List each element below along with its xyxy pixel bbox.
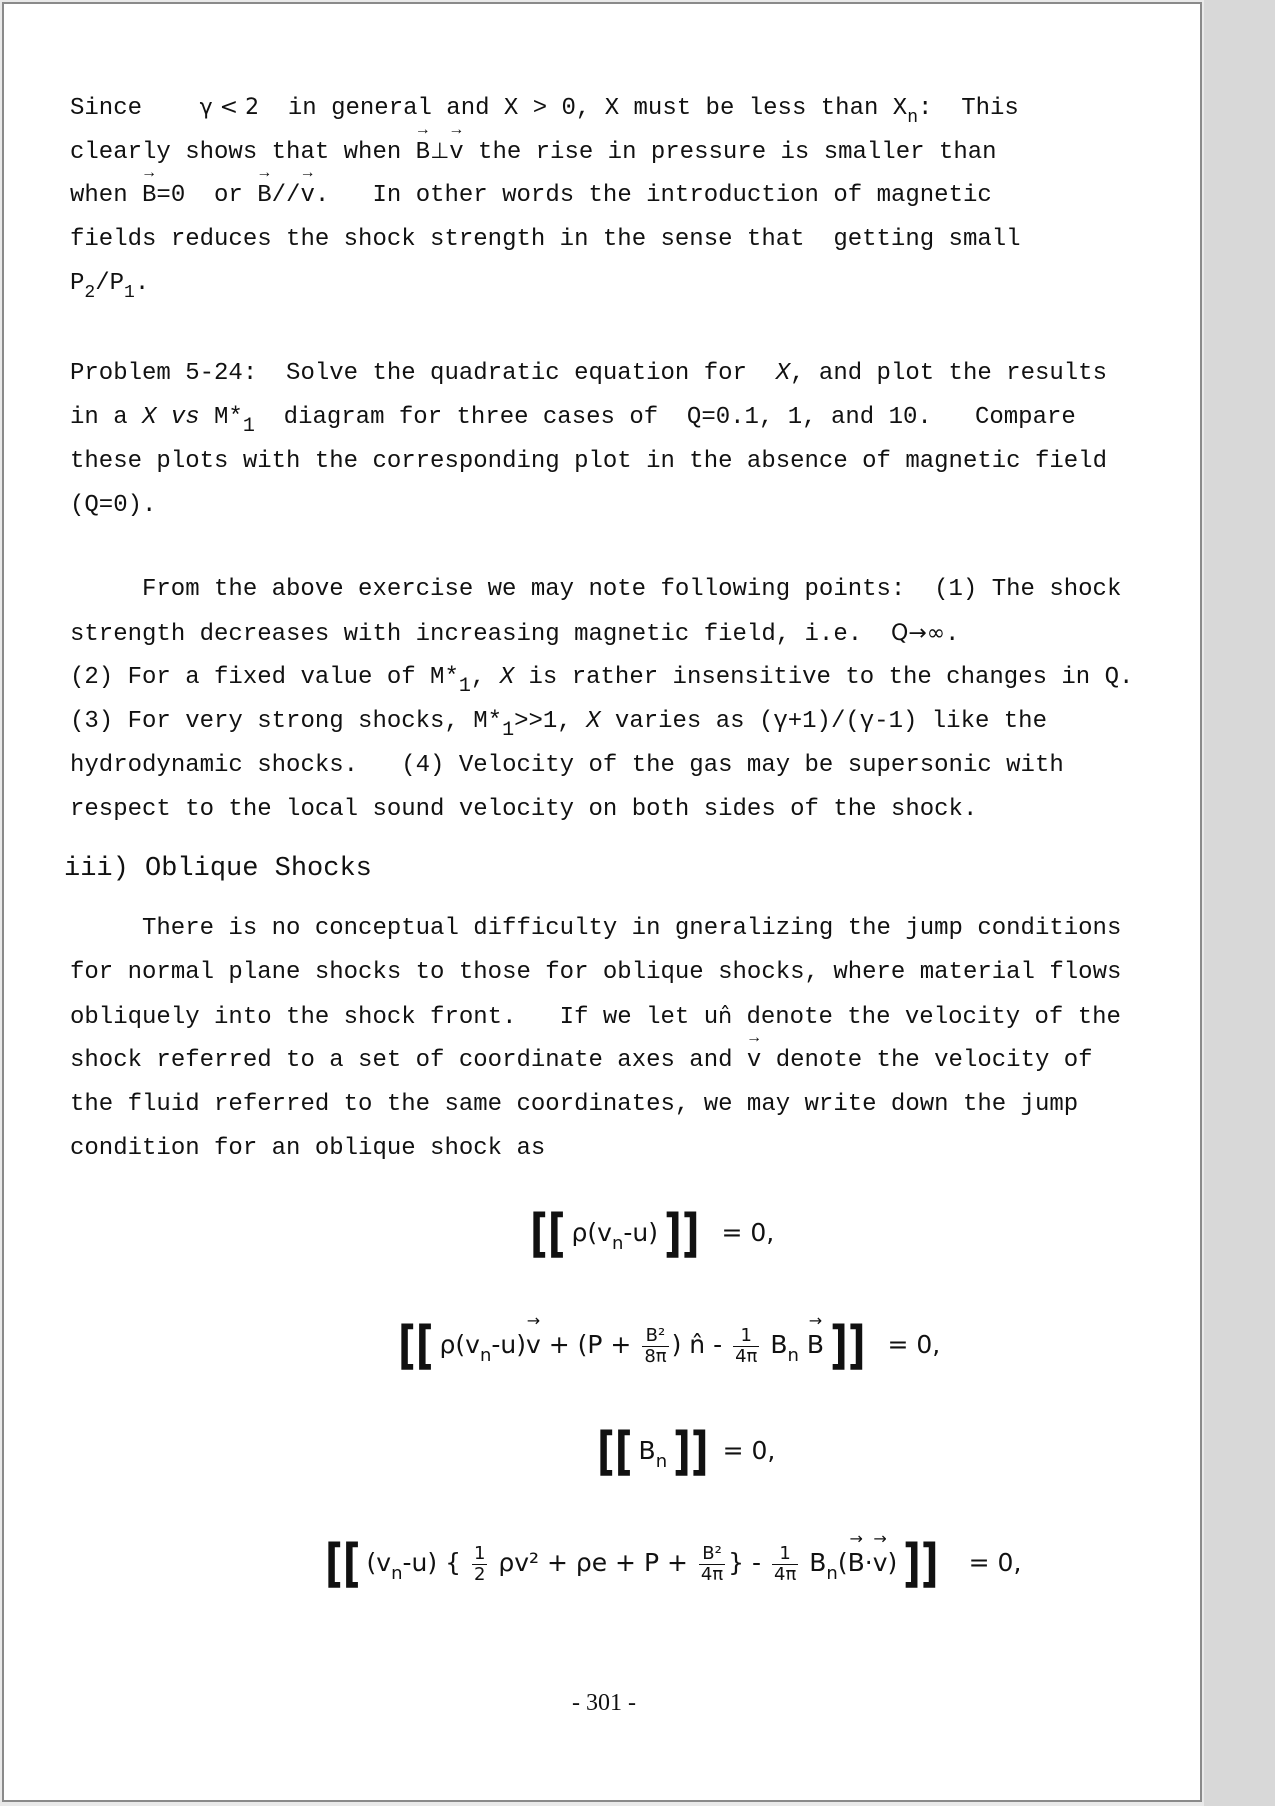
page-number: - 301 - [572,1690,636,1716]
equation-momentum: [[ $\rho(v_n-u)\to v + (P$ + $\frac{\text{B²}}{8\pi}$ ) n̂ - $\frac{1}{4\pi}$ $B_n \to B$ ]] = 0, [392,1324,940,1368]
document-page [2,2,1202,1802]
fraction-b2-8pi: $\frac{\text{B²}}{8\pi}$ [644,1324,667,1367]
para1-line2: clearly shows that when → B⊥→ v the rise in pressure is smaller than [70,138,997,167]
points-line4: (3) For very strong shocks, $M*_1>>1$, X varies as (γ+1)/(γ-1) like the [70,708,1047,742]
oblique-line4: shock referred to a set of coordinate axes and → v denote the velocity of [70,1047,1093,1075]
fraction-1-4pi: $\frac{1}{4\pi}$ [735,1324,758,1367]
fraction-b2-4pi: $\frac{\text{B²}}{4\pi}$ [700,1542,724,1585]
points-line6: respect to the local sound velocity on both sides of the shock. [70,796,978,823]
oblique-line1: There is no conceptual difficulty in gneralizing the jump conditions [142,915,1122,942]
para1-line5: $P_2/P_1$. [70,270,150,303]
equation-normal-field: [[ $B_n$ ]] = 0, [596,1422,776,1482]
points-line2: strength decreases with increasing magnetic field, i.e. Q→∞. [70,621,960,648]
para1-line4: fields reduces the shock strength in the sense that getting small [70,226,1021,253]
points-line5: hydrodynamic shocks. (4) Velocity of the gas may be supersonic with [70,752,1064,779]
points-line1: From the above exercise we may note following points: (1) The shock [142,576,1122,603]
oblique-line2: for normal plane shocks to those for oblique shocks, where material flows [70,959,1122,986]
points-line3: (2) For a fixed value of $M*_1$, X is rather insensitive to the changes in Q. [70,664,1134,698]
problem-line3: these plots with the corresponding plot in the absence of magnetic field [70,448,1107,475]
fraction-1-4pi-energy: $\frac{1}{4\pi}$ [774,1542,797,1585]
problem-line1: Problem 5-24: Solve the quadratic equation for X, and plot the results [70,360,1107,387]
para1-line3: when → B=0 or → B//→ v. In other words the introduction of magnetic [70,182,992,210]
equation-energy: [[ $(v_n-u)$ { $\frac{1}{2}$ ρv² + ρe + P + $\frac{\text{B²}}{4\pi}$ } - $\frac{1}{4\pi}$ $B_n(\to B\cdot\to v)$ ]] = 0, [319,1542,1021,1586]
fraction-1-2: $\frac{1}{2}$ [473,1542,486,1585]
oblique-line3: obliquely into the shock front. If we let un̂ denote the velocity of the [70,1004,1121,1031]
para1-line1: Since γ < 2 in general and X > 0, X must be less than $X_n$: This [70,95,1019,128]
oblique-line5: the fluid referred to the same coordinates, we may write down the jump [70,1091,1079,1118]
problem-line2: in a X vs $M*_1$ diagram for three cases of Q=0.1, 1, and 10. Compare [70,404,1076,438]
equation-mass: [[ $\rho(v_n-u)$ ]] = 0, [529,1204,775,1264]
problem-line4: (Q=0). [70,492,157,519]
oblique-line6: condition for an oblique shock as [70,1135,546,1162]
viewer-margin [1204,0,1275,1806]
section-heading: iii) Oblique Shocks [64,854,372,884]
